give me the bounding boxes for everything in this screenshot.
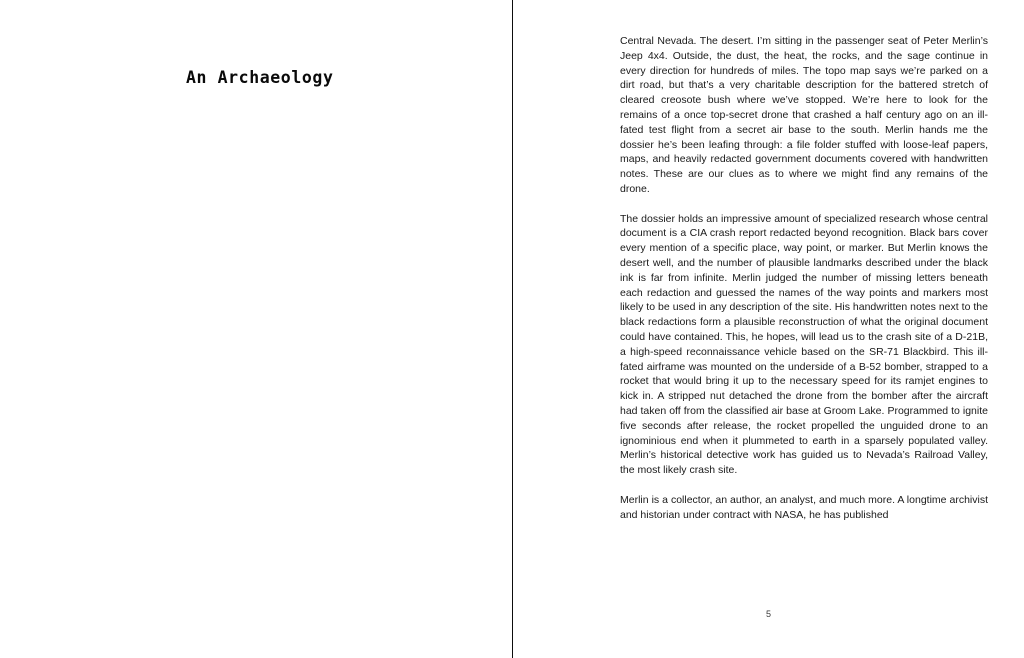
body-paragraph: Central Nevada. The desert. I’m sitting in the passenger seat of Peter Merlin’s Jeep 4x4. Outside, the dust, the heat, the rocks, and the sage continue in every direction for hundreds of miles. The topo map says we’re parked on a dirt road, but that’s a very charitable description for the battered stretch of cleared creosote bush where we’ve stopped. We’re here to look for the remains of a once top-secret drone that crashed a half century ago on an ill-fated test flight from a secret air base to the south. Merlin hands me the dossier he’s been leafing through: a file folder stuffed with loose-leaf papers, maps, and heavily redacted government documents covered with handwritten notes. These are our clues as to where we might find any remains of the drone. [620,35,988,195]
body-paragraph: The dossier holds an impressive amount of specialized research whose central document is a CIA crash report redacted beyond recognition. Black bars cover every mention of a specific place, way point, or marker. But Merlin knows the desert well, and the number of plausible landmarks described under the black ink is far from infinite. Merlin judged the number of missing letters beneath each redaction and guessed the names of the way points and markers most likely to be used in any description of the site. His handwritten notes next to the black redactions form a plausible reconstruction of what the original document could have contained. This, he hopes, will lead us to the crash site of a D-21B, a high-speed reconnaissance vehicle based on the SR-71 Blackbird. This ill-fated airframe was mounted on the underside of a B-52 bomber, strapped to a rocket that would bring it up to the necessary speed for its ramjet engines to kick in. A stripped nut detached the drone from the bomber after the aircraft had taken off from the classified air base at Groom Lake. Programmed to ignite five seconds after release, the rocket propelled the unguided drone to an ignominious end when it plummeted to earth in a sparsely populated valley. Merlin’s historical detective work has guided us to Nevada’s Railroad Valley, the most likely crash site. [620,212,988,477]
right-page [513,0,1024,658]
page-number: 5 [765,609,771,619]
chapter-title: An Archaeology [186,68,334,87]
body-paragraph: Merlin is a collector, an author, an analyst, and much more. A longtime archivist and historian under contract with NASA, he has published [620,493,988,521]
body-text-column [620,34,988,522]
